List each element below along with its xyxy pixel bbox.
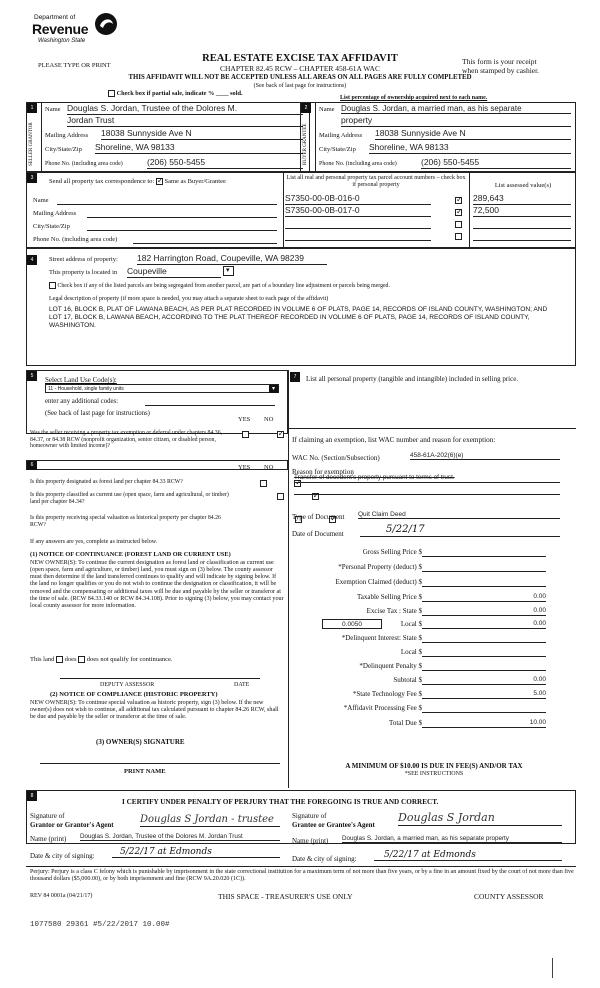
tax-label: *Delinquent Interest: State $ bbox=[341, 634, 422, 642]
s3-city-label: City/State/Zip bbox=[33, 223, 70, 230]
buyer-phone[interactable]: (206) 550-5455 bbox=[421, 158, 571, 169]
print-note: PLEASE TYPE OR PRINT bbox=[38, 62, 111, 69]
s5-no-checkbox[interactable] bbox=[277, 431, 284, 438]
seller-name-2[interactable]: Jordan Trust bbox=[67, 116, 303, 127]
buyer-name-1[interactable]: Douglas S. Jordan, a married man, as his separate bbox=[341, 104, 571, 114]
continuance-row bbox=[30, 656, 173, 663]
s6-if-yes: If any answers are yes, complete as instructed below. bbox=[30, 539, 158, 545]
perjury-notice: Perjury: Perjury is a class C felony which is punishable by imprisonment in the state correctional institution for a maximum term of not more than five years, or by a fine in an amount fixed by the court of not more than five thousand dollars ($5,000.00), or by both imprisonment and fine (RCW 9A.20.020 (1C)). bbox=[30, 869, 574, 883]
parcel-row-empty bbox=[285, 218, 575, 230]
notice2-text: NEW OWNER(S): To continue special valuation as historic property, sign (3) below. If the new owner(s) does not wish to continue, all additional tax calculated pursuant to chapter 84.26 RCW, shall be due and payable by the seller or transferor at the time of sale. bbox=[30, 700, 279, 721]
does-not-checkbox[interactable] bbox=[78, 656, 85, 663]
tax-value[interactable]: 5.00 bbox=[422, 690, 546, 699]
tax-value[interactable] bbox=[422, 548, 546, 557]
doc-type-label: Type of Document bbox=[292, 513, 345, 521]
tax-label: Local $ bbox=[400, 648, 422, 656]
owner-signature-line[interactable] bbox=[40, 763, 280, 764]
parcel-row bbox=[285, 206, 575, 218]
see-back-note: (See back of last page for instructions) bbox=[253, 83, 347, 89]
grantee-date-city[interactable]: 5/22/17 at Edmonds bbox=[374, 850, 562, 861]
rev-number: REV 84 0001a (04/21/17) bbox=[30, 893, 93, 899]
seller-phone[interactable]: (206) 550-5455 bbox=[147, 158, 303, 169]
reason-label: Reason for exemption bbox=[292, 468, 354, 476]
buyer-mail-label: Mailing Address bbox=[319, 132, 363, 139]
land-use-see-back: (See back of last page for instructions) bbox=[45, 410, 150, 417]
section-number-8: 8 bbox=[27, 791, 37, 801]
parcel-row-empty bbox=[285, 230, 575, 242]
dept-state: Washington State bbox=[38, 38, 86, 44]
tax-label: *State Technology Fee $ bbox=[352, 690, 422, 698]
seller-vertical-label: SELLER GRANTOR bbox=[29, 122, 34, 166]
buyer-phone-label: Phone No. (including area code) bbox=[319, 161, 397, 167]
dor-logo bbox=[30, 12, 120, 56]
tax-table bbox=[290, 548, 576, 744]
tax-value[interactable]: 10.00 bbox=[422, 719, 546, 728]
grantor-sig-label-1: Signature of bbox=[30, 812, 65, 820]
section-3-tax-correspondence bbox=[26, 172, 576, 248]
tax-label: Excise Tax : State $ bbox=[366, 607, 422, 615]
additional-codes-label: enter any additional codes: bbox=[45, 398, 119, 405]
segregated-label: Check box if any of the listed parcels are being segregated from another parcel, are part of a boundary line adjustment or parcels being merged. bbox=[57, 282, 390, 289]
tax-label: Subtotal $ bbox=[393, 676, 422, 684]
margin-mark bbox=[552, 958, 553, 978]
buyer-name-label: Name bbox=[319, 106, 335, 113]
section-1-seller bbox=[26, 102, 310, 172]
does-label: does bbox=[64, 656, 77, 663]
tax-label: Taxable Selling Price $ bbox=[356, 593, 422, 601]
accounts-header: List all real and personal property tax parcel account numbers – check box if personal property bbox=[286, 175, 466, 188]
assessed-value[interactable]: 72,500 bbox=[473, 206, 571, 217]
located-dropdown-button[interactable] bbox=[223, 266, 234, 276]
reason-value[interactable]: Transfer of decedent's property pursuant to terms of trust. bbox=[294, 474, 455, 481]
parcel-number-field[interactable] bbox=[285, 218, 431, 229]
seller-city-label: City/State/Zip bbox=[45, 146, 82, 153]
street-address[interactable]: 182 Harrington Road, Coupeville, WA 98239 bbox=[137, 254, 327, 265]
s5-question: Was the seller receiving a property tax exemption or deferral under chapters 84.36, 84.37, or 84.38 RCW (nonprofit organization, senior citizen, or disabled person, homeowner with limited income)? bbox=[30, 430, 223, 450]
tax-label: Exemption Claimed (deduct) $ bbox=[335, 578, 422, 586]
assessed-value[interactable]: 289,643 bbox=[473, 194, 571, 205]
minimum-due: A MINIMUM OF $10.00 IS DUE IN FEE(S) AND/OR TAX bbox=[345, 762, 523, 770]
land-use-value: 11 - Household, single family units bbox=[48, 386, 124, 392]
receipt-note-1: This form is your receipt bbox=[462, 57, 537, 66]
grantor-print-name[interactable]: Douglas S. Jordan, Trustee of the Dolores M. Jordan Trust bbox=[80, 833, 280, 841]
parcel-number[interactable]: S7350-00-0B-016-0 bbox=[285, 194, 431, 205]
street-label: Street address of property: bbox=[49, 256, 118, 263]
partial-sale-checkbox[interactable] bbox=[108, 90, 115, 97]
section-number-4: 4 bbox=[27, 255, 37, 265]
grantor-name-label: Name (print) bbox=[30, 835, 67, 843]
assessed-header: List assessed value(s) bbox=[494, 182, 552, 189]
tax-label: Total Due $ bbox=[389, 719, 422, 727]
seller-mail[interactable]: 18038 Sunnyside Ave N bbox=[101, 129, 303, 140]
additional-codes-field[interactable] bbox=[145, 405, 275, 406]
located-value[interactable]: Coupeville bbox=[127, 267, 221, 278]
s5-no-header: NO bbox=[264, 416, 274, 423]
tax-value[interactable] bbox=[422, 578, 546, 587]
s3-city-field[interactable] bbox=[87, 230, 277, 231]
grantee-sig-label-1: Signature of bbox=[292, 812, 327, 820]
form-warning: THIS AFFIDAVIT WILL NOT BE ACCEPTED UNLESS ALL AREAS ON ALL PAGES ARE FULLY COMPLETED bbox=[128, 74, 472, 81]
buyer-name-2[interactable]: property bbox=[341, 116, 571, 127]
land-use-label: Select Land Use Code(s): bbox=[45, 376, 117, 384]
dor-swirl-icon bbox=[94, 12, 118, 36]
s3-phone-field[interactable] bbox=[133, 243, 277, 244]
seller-phone-label: Phone No. (including area code) bbox=[45, 161, 123, 167]
partial-sale-label: Check box if partial sale, indicate % ____ sold. bbox=[116, 90, 243, 97]
deputy-date-label: DATE bbox=[234, 682, 250, 688]
personal-property-checkbox[interactable] bbox=[455, 221, 462, 228]
tax-value[interactable]: 0.00 bbox=[422, 620, 546, 629]
notice1-title: (1) NOTICE OF CONTINUANCE (FOREST LAND OR CURRENT USE) bbox=[30, 551, 231, 558]
chevron-down-icon: ▾ bbox=[226, 266, 230, 274]
segregated-row bbox=[49, 282, 569, 289]
located-label: This property is located in bbox=[49, 269, 118, 276]
doc-date-label: Date of Document bbox=[292, 530, 344, 538]
seller-city[interactable]: Shoreline, WA 98133 bbox=[95, 143, 303, 154]
county-assessor: COUNTY ASSESSOR bbox=[474, 892, 544, 901]
tax-value[interactable]: 0.00 bbox=[422, 593, 546, 602]
section-7-divider bbox=[288, 370, 289, 788]
s6-q1: Is this property designated as forest land per chapter 84.33 RCW? bbox=[30, 479, 183, 485]
same-as-buyer-checkbox[interactable] bbox=[156, 178, 163, 185]
exemption-intro: If claiming an exemption, list WAC number and reason for exemption: bbox=[292, 436, 496, 444]
grantee-signature[interactable]: Douglas S Jordan bbox=[398, 812, 562, 826]
correspondence-intro: Send all property tax correspondence to: bbox=[49, 178, 155, 185]
tax-label: *Affidavit Processing Fee $ bbox=[343, 704, 422, 712]
personal-property-checkbox[interactable] bbox=[455, 197, 462, 204]
tax-value[interactable] bbox=[422, 563, 546, 572]
tax-value[interactable] bbox=[422, 634, 546, 643]
section-2-buyer bbox=[300, 102, 576, 172]
this-land-label: This land bbox=[30, 656, 55, 663]
grantee-print-name[interactable]: Douglas S. Jordan, a married man, as his separate property bbox=[342, 835, 562, 843]
partial-sale-row bbox=[108, 90, 243, 97]
land-use-select[interactable] bbox=[45, 384, 279, 393]
receipt-stamp: 1077580 29361 #5/22/2017 10.00# bbox=[30, 921, 170, 929]
buyer-mail[interactable]: 18038 Sunnyside Ave N bbox=[375, 129, 571, 140]
doc-type-value[interactable]: Quit Claim Deed bbox=[358, 511, 560, 519]
tax-label: *Personal Property (deduct) $ bbox=[338, 563, 422, 571]
legal-description[interactable]: LOT 16, BLOCK B, PLAT OF LAWANA BEACH, AS PER PLAT RECORDED IN VOLUME 6 OF PLATS, PAGE 14, RECORDS OF ISLAND COUNTY, WASHINGTON; AND LOT 17, BLOCK B, LAWANA BEACH, ACCORDING TO THE PLAT THEREOF RECORDED IN VOLUME 6 OF PLATS, PAGE 14, RECORDS OF ISLAND COUNTY, WASHINGTON. bbox=[49, 306, 548, 329]
chevron-down-icon: ▾ bbox=[269, 385, 278, 393]
tax-value[interactable]: 0.00 bbox=[422, 676, 546, 685]
s5-yes-checkbox[interactable] bbox=[242, 431, 249, 438]
s6-no-header: NO bbox=[264, 464, 274, 471]
section-4-property bbox=[26, 248, 576, 366]
personal-property-label: List all personal property (tangible and intangible) included in selling price. bbox=[306, 375, 519, 383]
grantee-date-label: Date & city of signing: bbox=[292, 855, 357, 863]
s3-mail-label: Mailing Address bbox=[33, 210, 77, 217]
parcel-number-field[interactable] bbox=[285, 230, 431, 241]
section-number-5: 5 bbox=[27, 371, 37, 381]
tax-label: *Delinquent Penalty $ bbox=[359, 662, 422, 670]
section-number-3: 3 bbox=[27, 173, 37, 183]
dept-line: Department of bbox=[34, 14, 76, 21]
qualify-label: qualify for continuance. bbox=[110, 656, 173, 663]
form-chapter: CHAPTER 82.45 RCW – CHAPTER 458-61A WAC bbox=[220, 64, 380, 73]
s6-q1-yes-checkbox[interactable] bbox=[260, 480, 267, 487]
tax-value[interactable] bbox=[422, 662, 546, 671]
s3-name-field[interactable] bbox=[57, 204, 277, 205]
personal-property-checkbox[interactable] bbox=[455, 209, 462, 216]
assessed-value-field[interactable] bbox=[473, 230, 571, 241]
notice1-text: NEW OWNER(S): To continue the current designation as forest land or classification as current use (open space, farm and agriculture, or timber) land, you must sign on (3) below. The county assessor must then determine if the land transferred continues to qualify and will indicate by signing below. If the land no longer qualifies or you do not wish to continue the designation or classification, it will be removed and the compensating or additional taxes will be due and payable by the seller or transferor at the time of sale. (RCW 84.33.140 or RCW 84.34.108). Prior to signing (3) below, you may contact your local county assessor for more information. bbox=[30, 560, 284, 609]
form-title: REAL ESTATE EXCISE TAX AFFIDAVIT bbox=[202, 53, 398, 64]
tax-label: Local $ bbox=[400, 620, 422, 628]
section-number-6: 6 bbox=[27, 461, 37, 470]
certify-statement: I CERTIFY UNDER PENALTY OF PERJURY THAT THE FOREGOING IS TRUE AND CORRECT. bbox=[122, 798, 439, 806]
treasurer-use: THIS SPACE - TREASURER'S USE ONLY bbox=[218, 892, 353, 901]
section-5-land-use bbox=[26, 370, 288, 434]
print-name-label: PRINT NAME bbox=[124, 768, 166, 775]
same-as-buyer-label: Same as Buyer/Grantee bbox=[164, 178, 226, 185]
grantor-signature[interactable]: Douglas S Jordan - trustee bbox=[140, 814, 280, 827]
does-not-label: does not bbox=[86, 656, 109, 663]
tax-value[interactable] bbox=[422, 648, 546, 657]
wac-label: WAC No. (Section/Subsection) bbox=[292, 454, 380, 462]
s3-name-label: Name bbox=[33, 197, 49, 204]
assessed-value-field[interactable] bbox=[473, 218, 571, 229]
deputy-label: DEPUTY ASSESSOR bbox=[100, 682, 155, 688]
s6-q2-yes-checkbox[interactable] bbox=[277, 493, 284, 500]
legal-label: Legal description of property (if more space is needed, you may attach a separate sheet to each page of the affidavit) bbox=[49, 296, 329, 302]
s5-yes-header: YES bbox=[238, 416, 251, 423]
see-instructions: *SEE INSTRUCTIONS bbox=[404, 771, 464, 777]
section-number-7: 7 bbox=[290, 372, 300, 382]
grantor-sig-label-2: Grantor or Grantor's Agent bbox=[30, 821, 114, 829]
does-checkbox[interactable] bbox=[56, 656, 63, 663]
grantee-sig-label-2: Grantee or Grantee's Agent bbox=[292, 821, 375, 829]
ownership-note: List percentage of ownership acquired next to each name. bbox=[340, 95, 488, 101]
section-number-1: 1 bbox=[27, 103, 37, 113]
doc-date-value[interactable]: 5/22/17 bbox=[360, 524, 560, 537]
tax-label: Gross Selling Price $ bbox=[362, 548, 422, 556]
parcel-number[interactable]: S7350-00-0B-017-0 bbox=[285, 206, 431, 217]
seller-name-label: Name bbox=[45, 106, 61, 113]
segregated-checkbox[interactable] bbox=[49, 282, 56, 289]
grantee-name-label: Name (print) bbox=[292, 837, 329, 845]
s6-yes-header: YES bbox=[238, 464, 251, 471]
correspondence-row bbox=[49, 178, 226, 185]
s6-q2: Is this property classified as current use (open space, farm and agricultural, or timber) land per chapter 84.34? bbox=[30, 492, 229, 505]
buyer-vertical-label: BUYER GRANTEE bbox=[303, 123, 308, 165]
s3-mail-field[interactable] bbox=[87, 217, 277, 218]
section-number-2: 2 bbox=[301, 103, 311, 113]
buyer-city-label: City/State/Zip bbox=[319, 146, 356, 153]
s3-phone-label: Phone No. (including area code) bbox=[33, 236, 118, 243]
s6-q3: Is this property receiving special valuation as historical property per chapter 84.26 RCW? bbox=[30, 515, 221, 528]
buyer-city[interactable]: Shoreline, WA 98133 bbox=[369, 143, 571, 154]
grantor-date-city[interactable]: 5/22/17 at Edmonds bbox=[112, 847, 280, 858]
grantor-date-label: Date & city of signing: bbox=[30, 852, 95, 860]
local-rate[interactable]: 0.0050 bbox=[322, 619, 382, 629]
wac-value[interactable]: 458-61A-202(6)(e) bbox=[410, 452, 560, 460]
owner-signature-label: (3) OWNER(S) SIGNATURE bbox=[96, 738, 185, 746]
tax-value[interactable] bbox=[422, 704, 546, 713]
notice2-title: (2) NOTICE OF COMPLIANCE (HISTORIC PROPERTY) bbox=[50, 691, 218, 698]
dept-name: Revenue bbox=[32, 21, 89, 37]
deputy-signature-line[interactable] bbox=[60, 678, 260, 679]
receipt-note-2: when stamped by cashier. bbox=[462, 66, 540, 75]
seller-name-1[interactable]: Douglas S. Jordan, Trustee of the Dolores M. bbox=[67, 104, 303, 115]
tax-value[interactable]: 0.00 bbox=[422, 607, 546, 616]
personal-property-checkbox[interactable] bbox=[455, 233, 462, 240]
seller-mail-label: Mailing Address bbox=[45, 132, 89, 139]
